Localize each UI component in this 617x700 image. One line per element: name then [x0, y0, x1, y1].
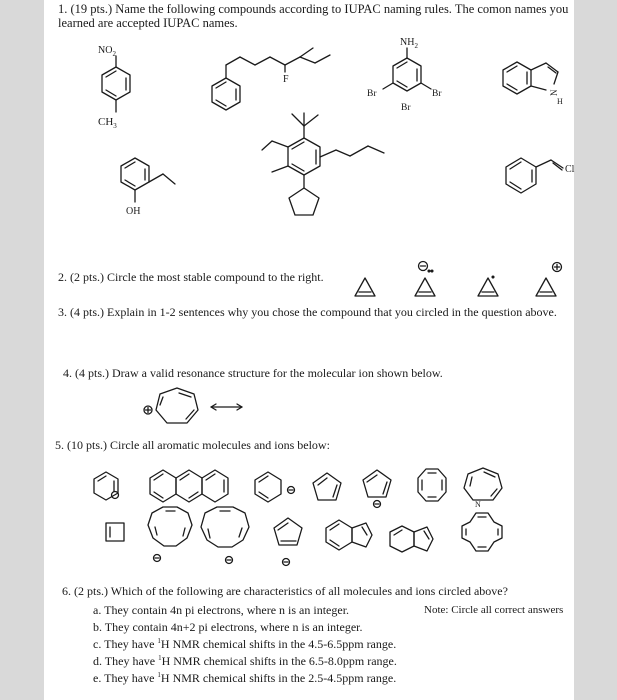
br-right-label: Br [432, 89, 442, 99]
phenol-structure [121, 158, 175, 217]
tribromoaniline-structure [367, 37, 442, 113]
h-label: H [557, 97, 563, 106]
indole-structure [503, 62, 563, 106]
q5-cyclopentadiene [313, 473, 341, 500]
option-c-pre: c. They have [93, 637, 158, 651]
option-a[interactable]: a. They contain 4n pi electrons, where n is an integer. [93, 603, 350, 617]
q5-cross-shaped-ion [462, 513, 502, 551]
question-5: 5. (10 pts.) Circle all aromatic molecules and ions below: [55, 438, 330, 452]
q5-cyclononatetraenyl-anion [148, 507, 192, 562]
q5-fused-bicyclic [326, 520, 372, 550]
q5-cyclobutadiene [106, 523, 124, 541]
q5-cyclopentadienyl-anion [363, 470, 391, 508]
resonance-arrow [211, 404, 242, 410]
question-1-line-1: 1. (19 pts.) Name the following compounds according to IUPAC naming rules. The comon names you [58, 2, 569, 16]
br-left-label: Br [367, 89, 377, 99]
option-e-sup: 1 [157, 671, 161, 679]
question-2: 2. (2 pts.) Circle the most stable compound to the right. [58, 270, 324, 284]
option-c-post: H NMR chemical shifts in the 4.5-6.5ppm range. [160, 637, 397, 651]
option-d-post: H NMR chemical shifts in the 6.5-8.0ppm range. [161, 654, 397, 668]
cl-label: Cl [565, 164, 575, 175]
option-c-sup: 1 [157, 637, 161, 645]
q5-pyran [94, 472, 119, 500]
q5-azulene [390, 526, 433, 552]
nitrotoluene-structure [98, 45, 130, 130]
nh2-label: $NH_2$ [400, 37, 418, 50]
note-circle-all: Note: Circle all correct answers [424, 604, 564, 616]
option-e-pre: e. They have [93, 671, 158, 685]
fluoro-phenyl-chain-structure [212, 48, 330, 110]
question-3: 3. (4 pts.) Explain in 1-2 sentences why you chose the compound that you circled in the question above. [58, 305, 557, 319]
q2-cyclopropenyl-radical [478, 276, 498, 296]
f-label: F [283, 74, 289, 85]
tert-butyl-cyclopentyl-benzene-structure [262, 113, 384, 215]
question-6: 6. (2 pts.) Which of the following are characteristics of all molecules and ions circled above? [62, 584, 508, 598]
option-b[interactable]: b. They contain 4n+2 pi electrons, where n is an integer. [93, 620, 363, 634]
br-bottom-label: Br [401, 103, 411, 113]
q5-large-ring-anion [201, 507, 249, 564]
question-1-line-2: learned are accepted IUPAC names. [58, 16, 238, 30]
no2-label: $NO_2$ [98, 45, 116, 58]
n-label: N [549, 89, 559, 96]
q5-cyclohexadienyl-anion [255, 472, 295, 502]
q5-azepine [464, 468, 502, 509]
q2-cyclopropene [355, 278, 375, 296]
q5-anthracene [150, 470, 228, 502]
question-4: 4. (4 pts.) Draw a valid resonance structure for the molecular ion shown below. [63, 366, 443, 380]
option-e-post: H NMR chemical shifts in the 2.5-4.5ppm range. [160, 671, 397, 685]
n-ring-label: N [475, 500, 481, 509]
q2-cyclopropenyl-cation [536, 263, 562, 297]
option-d-pre: d. They have [93, 654, 159, 668]
option-d-sup: 1 [158, 654, 162, 662]
chloro-propenyl-benzene-structure [506, 158, 575, 193]
oh-label: OH [126, 206, 141, 217]
q5-cyclooctatetraene [418, 469, 446, 501]
q5-cyclopentadienyl-ring [274, 518, 302, 566]
q2-cyclopropenyl-anion [415, 262, 435, 297]
q4-tropylium-ion [144, 388, 198, 423]
ch3-label: $CH_3$ [98, 116, 117, 130]
